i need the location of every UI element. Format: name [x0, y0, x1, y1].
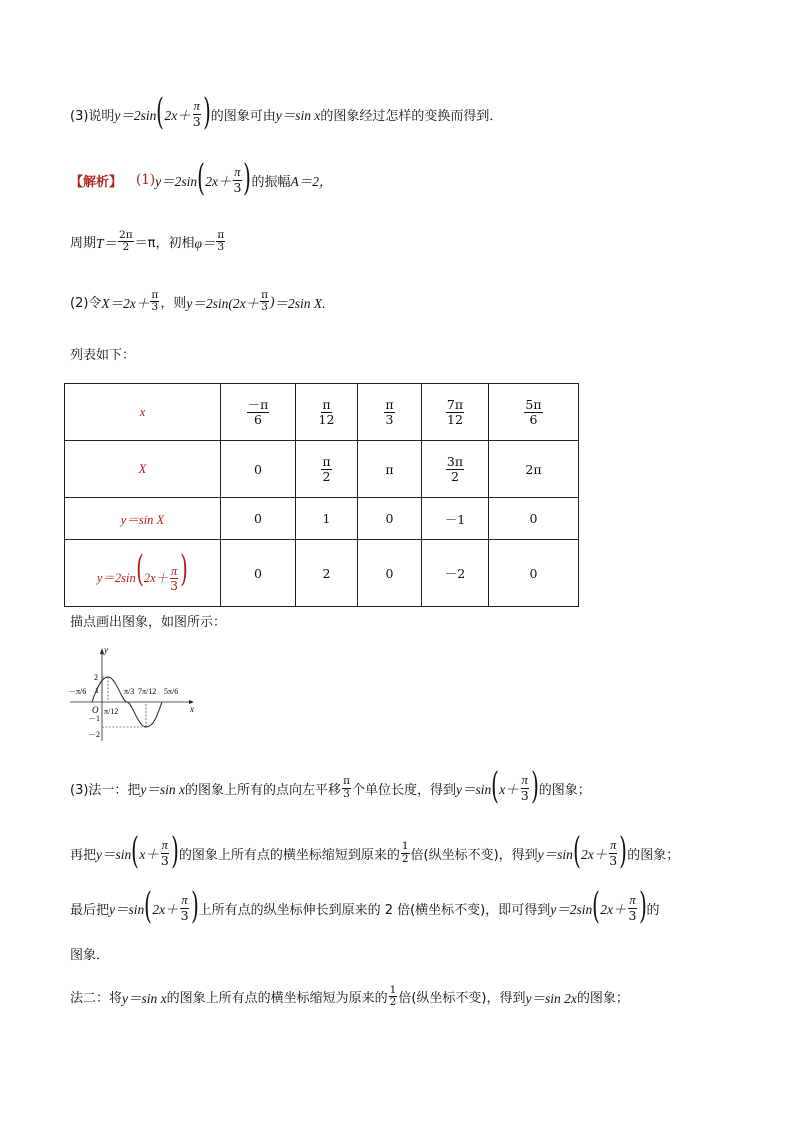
x-tick-pi-3: π/3 [124, 687, 135, 696]
method2-line [70, 985, 629, 1008]
paren-right: ) [243, 158, 252, 199]
paren-right: ) [269, 293, 275, 309]
table-cell: －1 [422, 498, 489, 540]
fraction-pi-3: $\frac{\pi}{3}$ [628, 893, 637, 923]
m2-text: 法二：将 [70, 991, 123, 1007]
math-x-plus: x＋ [139, 847, 159, 862]
paren-left: ( [573, 831, 581, 872]
table-cell: $\frac{-\pi}{6}$ [221, 384, 296, 441]
x-tick-5pi-6: 5π/6 [164, 687, 179, 696]
x-tick-neg-pi-6: －π/6 [68, 687, 87, 696]
m1-text: 再把 [70, 847, 97, 863]
table-cell: 0 [221, 540, 296, 607]
analysis-tag: 【解析】 [70, 174, 123, 190]
fraction-1-2: $\frac{1}{2}$ [401, 840, 409, 865]
math-y2sin: y＝2sin [550, 902, 593, 917]
paren-right: ) [530, 766, 539, 807]
paren-left: ( [156, 92, 165, 133]
fraction-pi-3: $\frac{\pi}{3}$ [520, 773, 529, 803]
math-2x-plus: 2x＋ [205, 174, 232, 189]
y-tick-neg1: －1 [88, 714, 100, 723]
math-ysin: y＝sin [455, 782, 492, 797]
paren-right: ) [170, 831, 179, 872]
table-cell: 2π [489, 441, 579, 498]
math-2x-plus: 2x＋ [580, 847, 608, 862]
x-tick-pi-12: π/12 [104, 707, 119, 716]
m1-text: 上所有点的纵坐标伸长到原来的 2 倍(横坐标不变)，即可得到 [198, 902, 551, 918]
paren-right: ) [619, 831, 628, 872]
math-y2sin: y＝2sin [114, 108, 157, 123]
period-line [70, 230, 226, 253]
paren-left: ( [197, 158, 206, 199]
paren-left: ( [144, 886, 153, 927]
fraction-pi-3: $\frac{\pi}{3}$ [217, 229, 225, 254]
table-cell: －2 [422, 540, 489, 607]
m2-text: 的图象； [576, 991, 629, 1007]
table-cell: $\frac{3\pi}{2}$ [422, 441, 489, 498]
fraction-pi-3: $\frac{\pi}{3}$ [343, 775, 350, 800]
phase-eq: φ＝ [194, 235, 216, 251]
table-cell: 1 [296, 498, 358, 540]
table-cell: $\frac{5\pi}{6}$ [489, 384, 579, 441]
paren-right: ) [190, 886, 199, 927]
y-tick-neg2: －2 [88, 730, 100, 739]
table-row-y [65, 540, 579, 607]
question-prefix: (3)说明 [70, 108, 115, 124]
math-ysin2x: y＝sin 2x [525, 990, 577, 1006]
table-cell: 0 [221, 441, 296, 498]
table-cell: 0 [358, 540, 422, 607]
table-cell: π [358, 441, 422, 498]
math-ysin: y＝sin [109, 902, 145, 917]
sine-graph [66, 643, 206, 747]
fraction-pi-3: $\frac{\pi}{3}$ [233, 165, 242, 195]
period-result: ＝π，初相 [134, 236, 195, 252]
table-cell: 2 [296, 540, 358, 607]
method1-line3 [70, 886, 660, 927]
period-text: 周期 [70, 236, 97, 252]
math-2x-plus: 2x＋ [164, 108, 191, 123]
row-header-X: X [65, 441, 221, 498]
paren-left: ( [131, 831, 140, 872]
period-eq: T＝ [96, 235, 118, 251]
question-part3 [70, 92, 503, 133]
origin-label: O [92, 705, 99, 715]
m1-text: 最后把 [70, 902, 110, 918]
row-header-sinX: y＝sin X [65, 498, 221, 540]
fraction-2pi-2: $\frac{2\pi}{2}$ [119, 229, 133, 254]
table-cell: 0 [358, 498, 422, 540]
fraction-1-2: $\frac{1}{2}$ [389, 984, 397, 1009]
math-2x-plus: 2x＋ [152, 902, 179, 917]
item2-prefix: (2)令 [70, 296, 102, 312]
fraction-pi-3: $\frac{\pi}{3}$ [609, 838, 618, 868]
plot-intro: 描点画出图象，如图所示： [70, 615, 227, 630]
values-table [64, 383, 579, 607]
m1-text: 的图象； [627, 847, 680, 863]
x-axis-label: x [190, 704, 194, 714]
amp-value: A＝2， [290, 174, 333, 189]
math-ysinx: y＝sin x [140, 782, 186, 797]
table-cell: $\frac{\pi}{2}$ [296, 441, 358, 498]
item1-label: (1) [136, 172, 156, 188]
table-cell: 0 [489, 540, 579, 607]
paren-right: ) [202, 92, 211, 133]
amp-text: 的振幅 [251, 174, 291, 190]
math-ysin: y＝sin [537, 847, 573, 862]
row-header-x: x [65, 384, 221, 441]
y-tick-2: 2 [94, 673, 98, 682]
question-middle: 的图象经过怎样的变换而得到． [320, 108, 503, 124]
m1-text: 倍(纵坐标不变)，得到 [410, 847, 538, 863]
table-cell: $\frac{\pi}{12}$ [296, 384, 358, 441]
item2-rhs: ＝2sin X. [274, 295, 326, 311]
math-y2sin-paren: y＝2sin(2x＋ [186, 295, 260, 311]
m2-text: 倍(纵坐标不变)，得到 [398, 991, 526, 1007]
paren-left: ( [592, 886, 601, 927]
m1-text: 的图象上所有的点向左平移 [185, 782, 342, 798]
fraction-pi-3: $\frac{\pi}{3}$ [180, 893, 189, 923]
fraction-pi-3: $\frac{\pi}{3}$ [160, 838, 169, 868]
math-x-plus: x＋ [499, 782, 519, 797]
paren-right: ) [638, 886, 647, 927]
table-row-x [65, 384, 579, 441]
m1-text: 的图象上所有点的横坐标缩短到原来的 [178, 847, 400, 863]
table-cell: 0 [221, 498, 296, 540]
m1-text: 的图象； [538, 782, 591, 798]
fraction-pi-3: $\frac{\pi}{3}$ [261, 289, 268, 314]
math-y2sin: y＝2sin [155, 174, 198, 189]
math-ysinx: y＝sin x [122, 990, 167, 1006]
paren-left: ( [491, 766, 500, 807]
item2-then: ，则 [160, 296, 187, 312]
y-axis-label: y [104, 645, 108, 655]
table-row-sinX [65, 498, 579, 540]
math-2x-plus: 2x＋ [600, 902, 627, 917]
row-header-y: y＝2sin(2x＋ $\frac{\pi}{3}$ ) [65, 540, 221, 607]
method1-line4: 图象． [70, 948, 110, 963]
list-intro: 列表如下： [70, 348, 136, 363]
math-ysin: y＝sin [96, 847, 132, 862]
math-ysinx: y＝sin x [275, 108, 321, 123]
table-cell: $\frac{7\pi}{12}$ [422, 384, 489, 441]
table-row-X [65, 441, 579, 498]
fraction-pi-3: $\frac{\pi}{3}$ [151, 289, 159, 314]
m1-text: 的 [646, 902, 660, 918]
m1-text: (3)法一：把 [70, 782, 141, 798]
question-suffix: 的图象可由 [210, 108, 276, 124]
m1-text: 个单位长度，得到 [351, 782, 456, 798]
table-cell: 0 [489, 498, 579, 540]
method1-line1 [70, 766, 591, 807]
fraction-pi-3: $\frac{\pi}{3}$ [192, 99, 201, 129]
item2-let: X＝2x＋ [101, 295, 150, 311]
method1-line2 [70, 831, 680, 872]
analysis-item1 [70, 158, 333, 199]
x-tick-7pi-12: 7π/12 [138, 687, 157, 696]
analysis-item2 [70, 290, 326, 313]
y-tick-1: 1 [95, 686, 99, 695]
m2-text: 的图象上所有点的横坐标缩短为原来的 [166, 991, 388, 1007]
table-cell: $\frac{\pi}{3}$ [358, 384, 422, 441]
